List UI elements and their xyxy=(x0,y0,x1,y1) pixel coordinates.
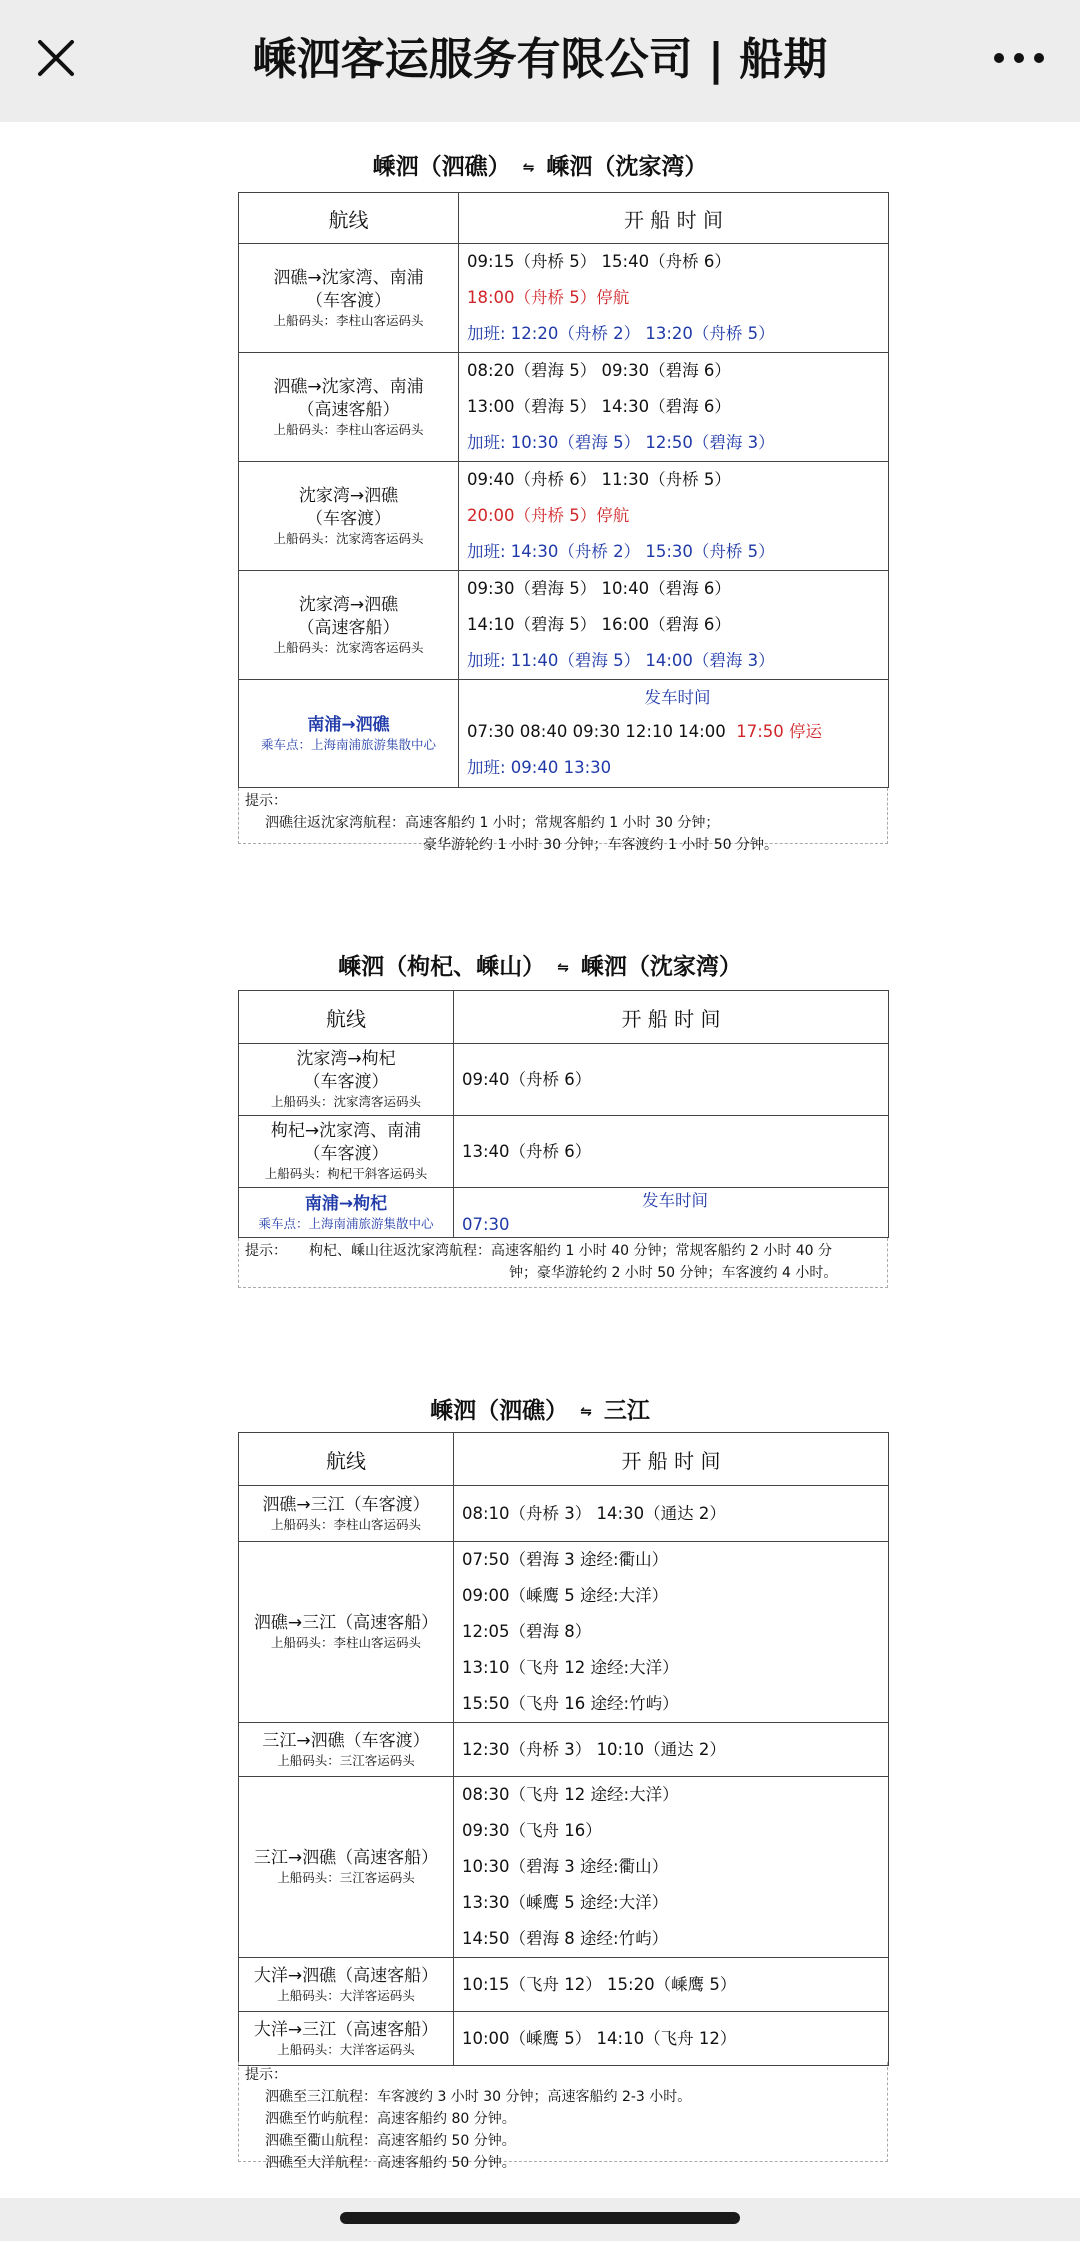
more-dots-icon xyxy=(991,50,1047,66)
times-cell: 09:40（舟桥 6） xyxy=(454,1044,889,1116)
route-cell: 枸杞→沈家湾、南浦 （车客渡） 上船码头：枸杞干斜客运码头 xyxy=(239,1116,454,1188)
times-cell: 08:30（飞舟 12 途经:大洋） 09:30（飞舟 16） 10:30（碧海 3 途经:衢山） 13:30（嵊鹰 5 途经:大洋） 14:50（碧海 8 途经:竹屿） xyxy=(454,1777,889,1958)
header-route: 航线 xyxy=(239,193,459,244)
section3-schedule-table xyxy=(238,1432,889,2066)
table-header-row xyxy=(239,991,889,1044)
table-row xyxy=(239,1044,889,1116)
home-bar xyxy=(0,2198,1080,2241)
header-route: 航线 xyxy=(239,1433,454,1486)
close-button[interactable] xyxy=(26,28,86,88)
section1-title: 嵊泗（泗礁） ⇋ 嵊泗（沈家湾） xyxy=(372,154,708,180)
bus-row xyxy=(239,1188,889,1238)
route-cell: 沈家湾→泗礁 （车客渡） 上船码头：沈家湾客运码头 xyxy=(239,462,459,571)
bus-times-cell: 发车时间 07:30 08:40 09:30 12:10 14:00 17:50 停运 加班: 09:40 13:30 xyxy=(459,680,889,788)
header-time: 开 船 时 间 xyxy=(459,193,889,244)
table-row xyxy=(239,353,889,462)
table-row xyxy=(239,1542,889,1723)
route-cell: 三江→泗礁（高速客船） 上船码头：三江客运码头 xyxy=(239,1777,454,1958)
table-header-row xyxy=(239,1433,889,1486)
times-cell: 10:15（飞舟 12） 15:20（嵊鹰 5） xyxy=(454,1958,889,2012)
section2-schedule-table xyxy=(238,990,889,1238)
bus-time-line: 07:30 08:40 09:30 12:10 14:00 17:50 停运 xyxy=(467,721,823,741)
route-cell: 泗礁→三江（高速客船） 上船码头：李柱山客运码头 xyxy=(239,1542,454,1723)
times-cell: 08:10（舟桥 3） 14:30（通达 2） xyxy=(454,1486,889,1542)
section1-note: 提示： 泗礁往返沈家湾航程：高速客船约 1 小时；常规客船约 1 小时 30 分钟； 豪华游轮约 1 小时 30 分钟；车客渡约 1 小时 50 分钟。 xyxy=(238,788,888,844)
section1-schedule-table xyxy=(238,192,889,788)
section3-note: 提示： 泗礁至三江航程：车客渡约 3 小时 30 分钟；高速客船约 2-3 小时。 泗礁至竹屿航程：高速客船约 80 分钟。 泗礁至衢山航程：高速客船约 50 分钟。 泗礁至大洋航程：高速客船约 50 分钟。 xyxy=(238,2062,888,2162)
section2-note: 提示： 枸杞、嵊山往返沈家湾航程：高速客船约 1 小时 40 分钟；常规客船约 2 小时 40 分 钟；豪华游轮约 2 小时 50 分钟；车客渡约 4 小时。 xyxy=(238,1238,888,1288)
bus-route-cell: 南浦→泗礁 乘车点：上海南浦旅游集散中心 xyxy=(239,680,459,788)
table-row xyxy=(239,1777,889,1958)
page-title: 嵊泗客运服务有限公司 | 船期 xyxy=(252,34,828,85)
table-row xyxy=(239,1723,889,1777)
route-cell: 沈家湾→泗礁 （高速客船） 上船码头：沈家湾客运码头 xyxy=(239,571,459,680)
times-cell: 10:00（嵊鹰 5） 14:10（飞舟 12） xyxy=(454,2012,889,2066)
home-indicator[interactable] xyxy=(340,2212,740,2224)
top-nav-bar xyxy=(0,0,1080,122)
more-button[interactable] xyxy=(984,28,1054,88)
bus-times-cell: 发车时间 07:30 xyxy=(454,1188,889,1238)
table-row xyxy=(239,244,889,353)
route-cell: 泗礁→沈家湾、南浦 （高速客船） 上船码头：李柱山客运码头 xyxy=(239,353,459,462)
bus-row xyxy=(239,680,889,788)
table-row xyxy=(239,2012,889,2066)
route-cell: 泗礁→三江（车客渡） 上船码头：李柱山客运码头 xyxy=(239,1486,454,1542)
table-row xyxy=(239,1486,889,1542)
table-header-row xyxy=(239,193,889,244)
route-cell: 沈家湾→枸杞 （车客渡） 上船码头：沈家湾客运码头 xyxy=(239,1044,454,1116)
close-icon xyxy=(34,36,78,80)
header-time: 开 船 时 间 xyxy=(454,1433,889,1486)
times-cell: 13:40（舟桥 6） xyxy=(454,1116,889,1188)
times-cell: 07:50（碧海 3 途经:衢山） 09:00（嵊鹰 5 途经:大洋） 12:05（碧海 8） 13:10（飞舟 12 途经:大洋） 15:50（飞舟 16 途经:竹屿） xyxy=(454,1542,889,1723)
header-route: 航线 xyxy=(239,991,454,1044)
route-cell: 三江→泗礁（车客渡） 上船码头：三江客运码头 xyxy=(239,1723,454,1777)
table-row xyxy=(239,571,889,680)
header-time: 开 船 时 间 xyxy=(454,991,889,1044)
table-row xyxy=(239,1116,889,1188)
bus-route-cell: 南浦→枸杞 乘车点：上海南浦旅游集散中心 xyxy=(239,1188,454,1238)
times-cell: 09:30（碧海 5） 10:40（碧海 6） 14:10（碧海 5） 16:00（碧海 6） 加班: 11:40（碧海 5） 14:00（碧海 3） xyxy=(459,571,889,680)
section2-title: 嵊泗（枸杞、嵊山） ⇋ 嵊泗（沈家湾） xyxy=(338,954,742,980)
times-cell: 09:15（舟桥 5） 15:40（舟桥 6） 18:00（舟桥 5）停航 加班: 12:20（舟桥 2） 13:20（舟桥 5） xyxy=(459,244,889,353)
table-row xyxy=(239,462,889,571)
route-cell: 大洋→泗礁（高速客船） 上船码头：大洋客运码头 xyxy=(239,1958,454,2012)
table-row xyxy=(239,1958,889,2012)
times-cell: 12:30（舟桥 3） 10:10（通达 2） xyxy=(454,1723,889,1777)
route-cell: 泗礁→沈家湾、南浦 （车客渡） 上船码头：李柱山客运码头 xyxy=(239,244,459,353)
times-cell: 08:20（碧海 5） 09:30（碧海 6） 13:00（碧海 5） 14:30（碧海 6） 加班: 10:30（碧海 5） 12:50（碧海 3） xyxy=(459,353,889,462)
times-cell: 09:40（舟桥 6） 11:30（舟桥 5） 20:00（舟桥 5）停航 加班: 14:30（舟桥 2） 15:30（舟桥 5） xyxy=(459,462,889,571)
route-cell: 大洋→三江（高速客船） 上船码头：大洋客运码头 xyxy=(239,2012,454,2066)
section3-title: 嵊泗（泗礁） ⇋ 三江 xyxy=(430,1398,650,1424)
